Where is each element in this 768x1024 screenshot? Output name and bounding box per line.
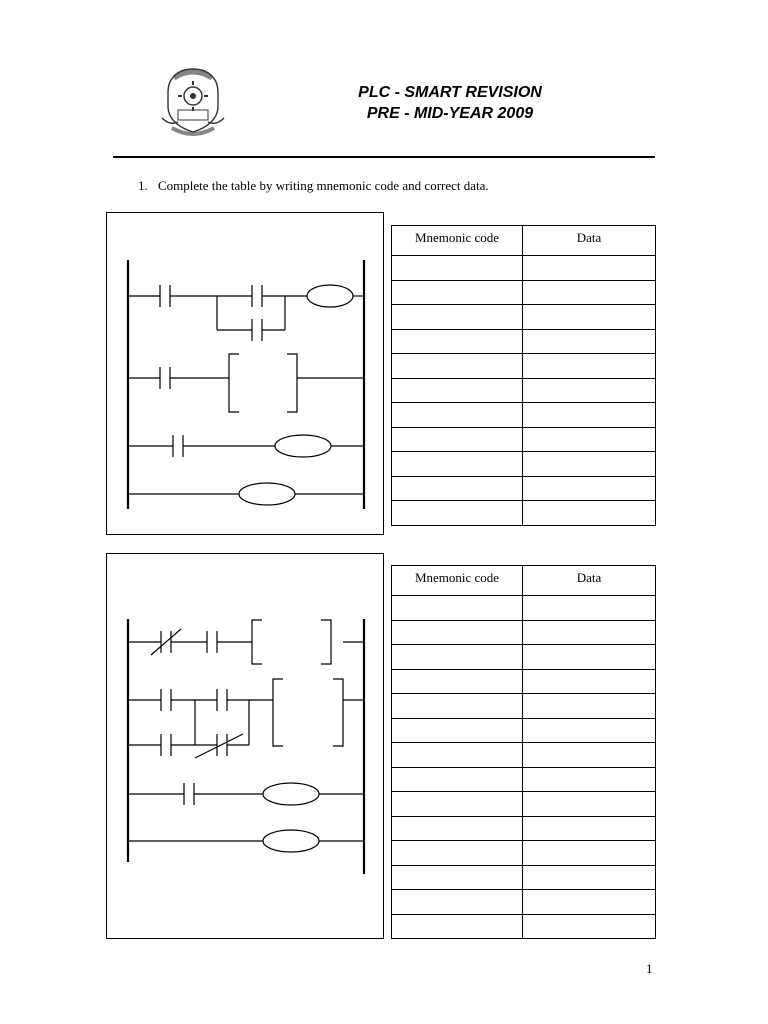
data-cell[interactable]	[523, 743, 656, 768]
question-1	[138, 178, 489, 194]
data-cell[interactable]	[523, 816, 656, 841]
mnemonic-cell[interactable]	[392, 256, 523, 281]
table-row	[392, 305, 656, 330]
data-cell[interactable]	[523, 280, 656, 305]
mnemonic-cell[interactable]	[392, 718, 523, 743]
school-logo-icon	[158, 66, 228, 140]
data-cell[interactable]	[523, 792, 656, 817]
table-row	[392, 280, 656, 305]
data-cell[interactable]	[523, 256, 656, 281]
data-cell[interactable]	[523, 452, 656, 477]
data-cell[interactable]	[523, 718, 656, 743]
table-row	[392, 743, 656, 768]
data-cell[interactable]	[523, 378, 656, 403]
data-cell[interactable]	[523, 476, 656, 501]
column-header-data: Data	[523, 226, 656, 256]
table-row	[392, 354, 656, 379]
mnemonic-cell[interactable]	[392, 767, 523, 792]
mnemonic-cell[interactable]	[392, 452, 523, 477]
table-row	[392, 256, 656, 281]
page-title-line-1: PLC - SMART REVISION	[358, 84, 542, 101]
table-row	[392, 914, 656, 939]
mnemonic-cell[interactable]	[392, 596, 523, 621]
mnemonic-cell[interactable]	[392, 669, 523, 694]
data-cell[interactable]	[523, 865, 656, 890]
table-row	[392, 427, 656, 452]
data-cell[interactable]	[523, 841, 656, 866]
table-row	[392, 329, 656, 354]
data-cell[interactable]	[523, 501, 656, 526]
data-cell[interactable]	[523, 767, 656, 792]
table-row	[392, 890, 656, 915]
table-row	[392, 816, 656, 841]
table-1-body	[392, 256, 656, 526]
data-cell[interactable]	[523, 354, 656, 379]
data-cell[interactable]	[523, 694, 656, 719]
mnemonic-cell[interactable]	[392, 501, 523, 526]
mnemonic-cell[interactable]	[392, 841, 523, 866]
data-cell[interactable]	[523, 329, 656, 354]
mnemonic-cell[interactable]	[392, 329, 523, 354]
mnemonic-cell[interactable]	[392, 280, 523, 305]
page-title-line-2: PRE - MID-YEAR 2009	[366, 105, 534, 122]
table-row	[392, 792, 656, 817]
table-row	[392, 669, 656, 694]
mnemonic-cell[interactable]	[392, 403, 523, 428]
table-row	[392, 596, 656, 621]
table-row	[392, 452, 656, 477]
mnemonic-cell[interactable]	[392, 427, 523, 452]
mnemonic-cell[interactable]	[392, 743, 523, 768]
mnemonic-table-2	[391, 565, 656, 939]
column-header-mnemonic: Mnemonic code	[392, 226, 523, 256]
table-2-body	[392, 596, 656, 939]
data-cell[interactable]	[523, 669, 656, 694]
mnemonic-cell[interactable]	[392, 865, 523, 890]
data-cell[interactable]	[523, 645, 656, 670]
ladder-diagram-1	[106, 212, 384, 535]
question-text: Complete the table by writing mnemonic code and correct data.	[158, 178, 489, 193]
data-cell[interactable]	[523, 620, 656, 645]
table-row	[392, 841, 656, 866]
table-row	[392, 476, 656, 501]
mnemonic-table-1	[391, 225, 656, 526]
table-row	[392, 378, 656, 403]
mnemonic-cell[interactable]	[392, 378, 523, 403]
table-row	[392, 403, 656, 428]
data-cell[interactable]	[523, 427, 656, 452]
table-row	[392, 620, 656, 645]
table-row	[392, 694, 656, 719]
ladder-diagram-2	[106, 553, 384, 939]
question-number: 1.	[138, 178, 148, 193]
table-row	[392, 865, 656, 890]
table-row	[392, 645, 656, 670]
data-cell[interactable]	[523, 403, 656, 428]
mnemonic-cell[interactable]	[392, 476, 523, 501]
mnemonic-cell[interactable]	[392, 645, 523, 670]
data-cell[interactable]	[523, 890, 656, 915]
table-row	[392, 767, 656, 792]
table-row	[392, 718, 656, 743]
page-number: 1	[646, 961, 653, 976]
mnemonic-cell[interactable]	[392, 620, 523, 645]
mnemonic-cell[interactable]	[392, 792, 523, 817]
data-cell[interactable]	[523, 914, 656, 939]
data-cell[interactable]	[523, 305, 656, 330]
mnemonic-cell[interactable]	[392, 354, 523, 379]
mnemonic-cell[interactable]	[392, 694, 523, 719]
mnemonic-cell[interactable]	[392, 914, 523, 939]
data-cell[interactable]	[523, 596, 656, 621]
mnemonic-cell[interactable]	[392, 305, 523, 330]
mnemonic-cell[interactable]	[392, 890, 523, 915]
header-divider	[113, 156, 655, 158]
column-header-mnemonic: Mnemonic code	[392, 566, 523, 596]
table-row	[392, 501, 656, 526]
column-header-data: Data	[523, 566, 656, 596]
mnemonic-cell[interactable]	[392, 816, 523, 841]
